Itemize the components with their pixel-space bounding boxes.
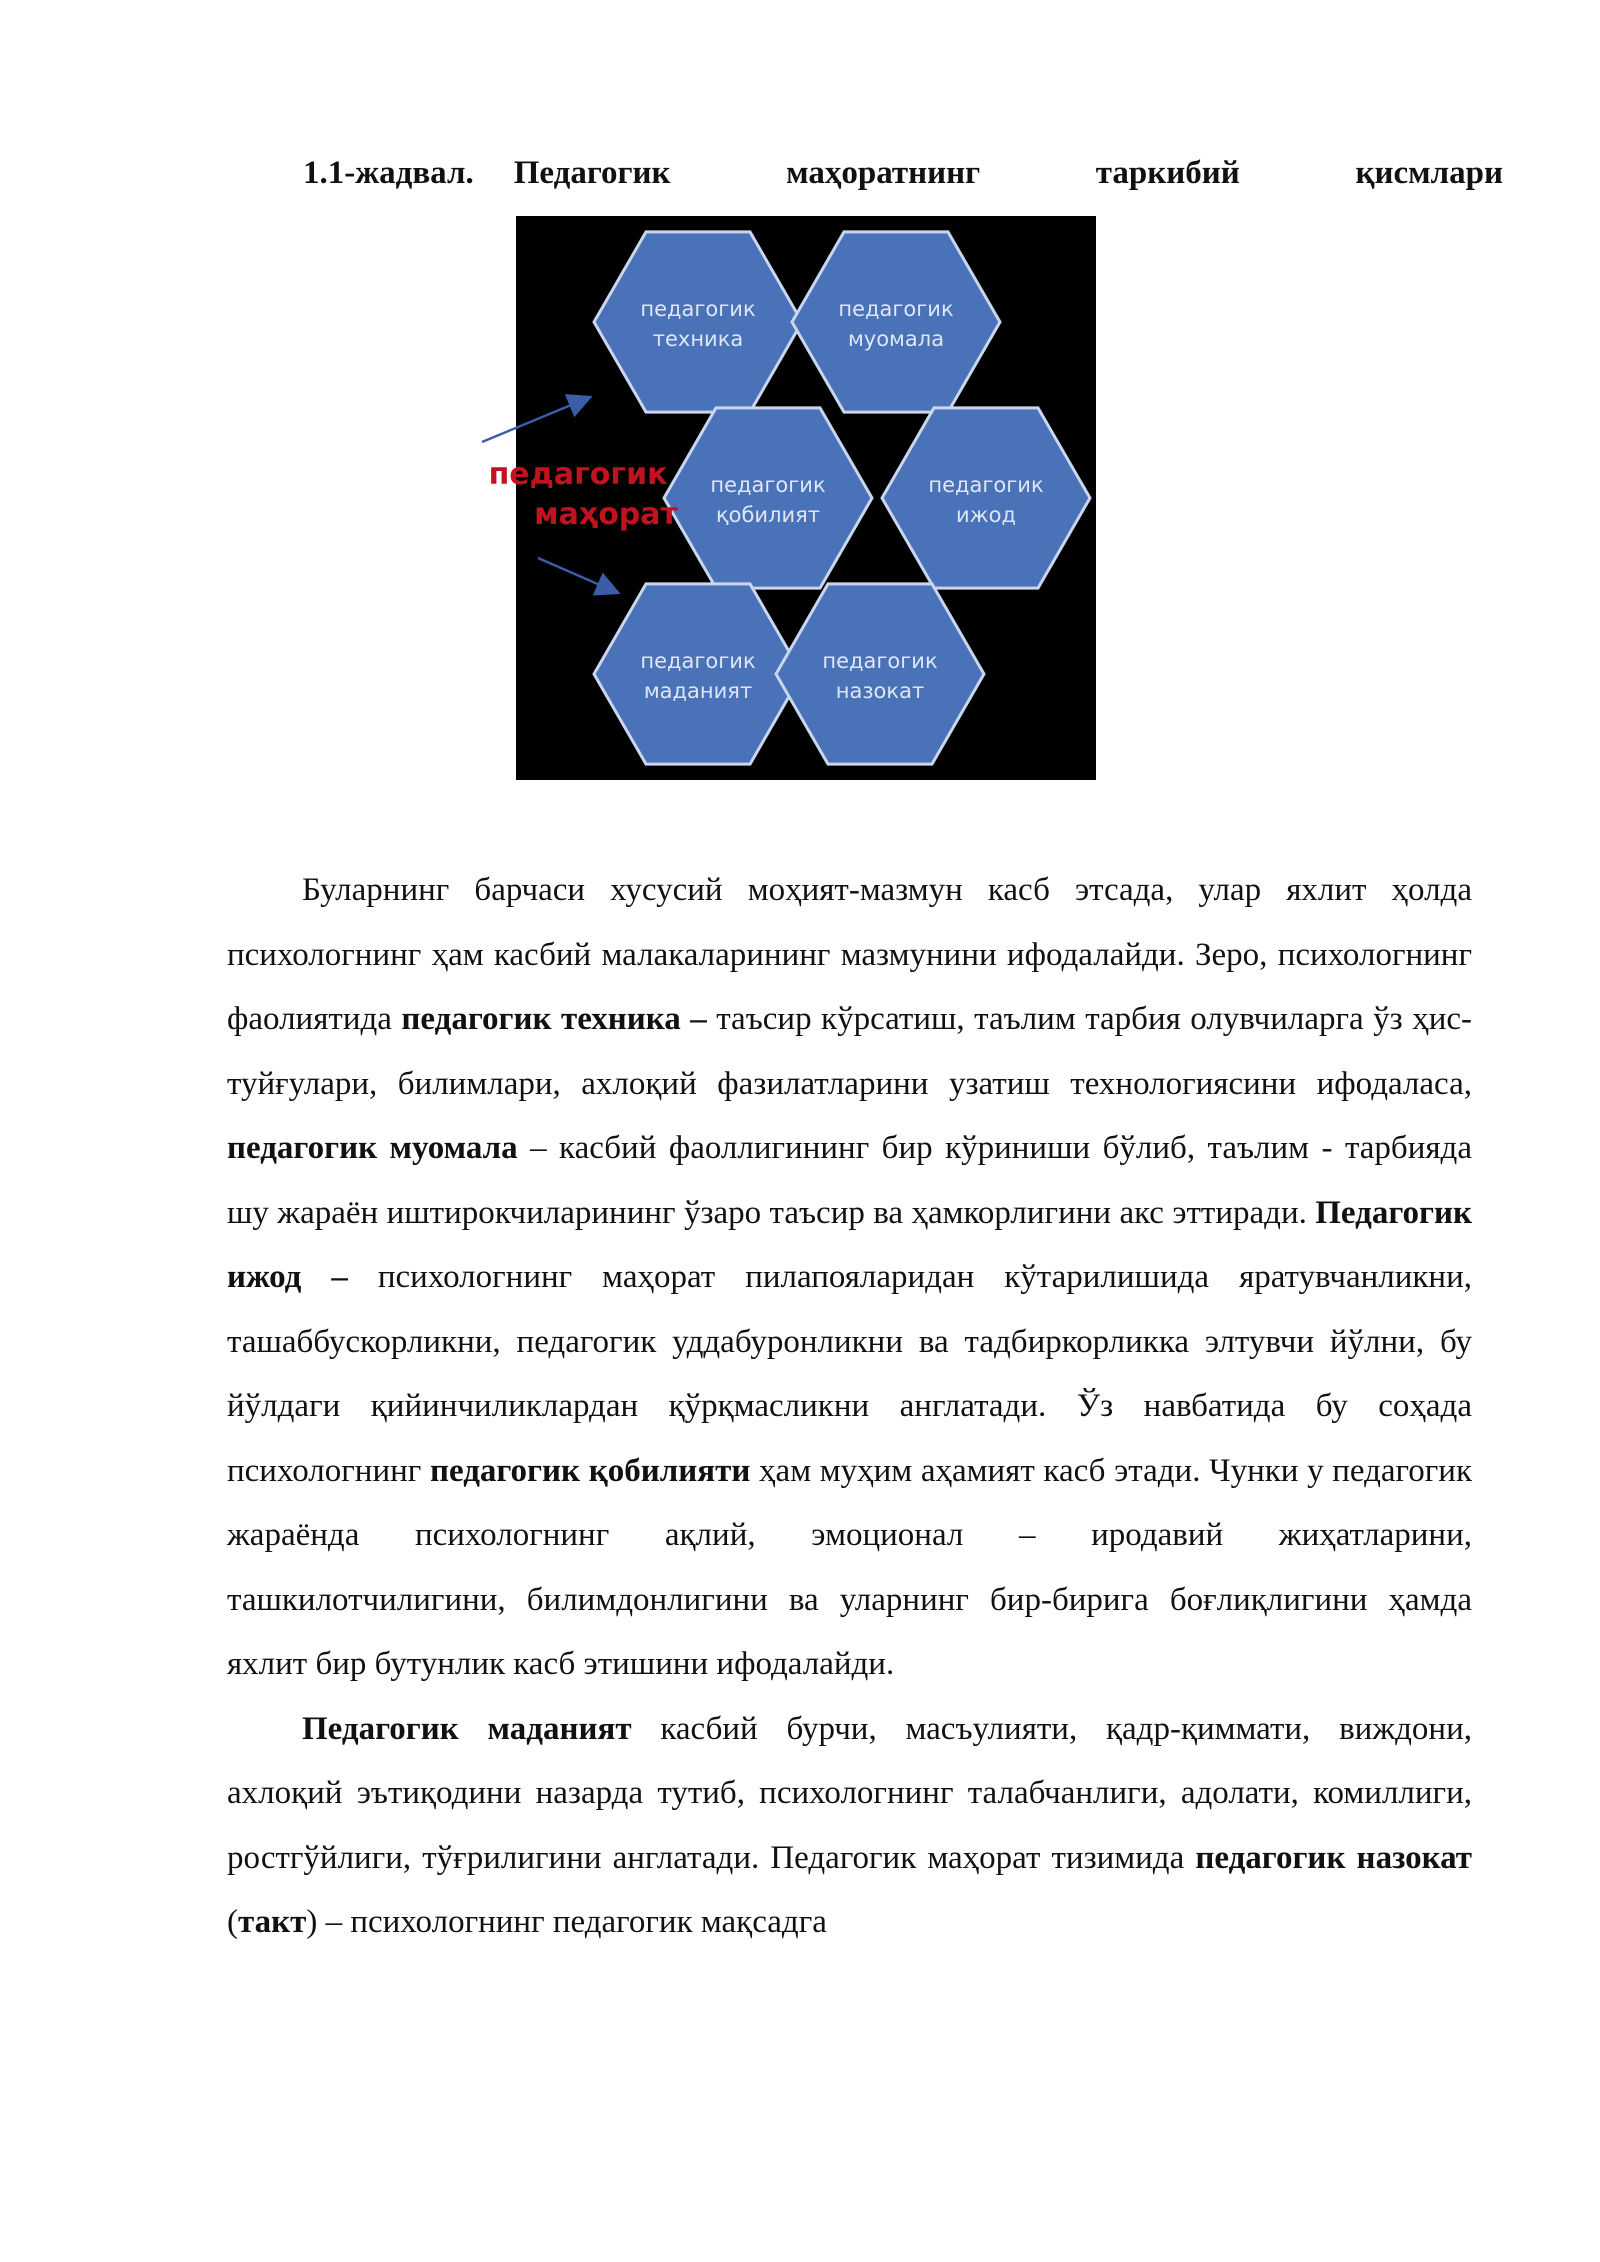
text-run: ҳам муҳим аҳамият касб этади. Чунки у педагогик жараёнда психологнинг ақлий, эмоционал – иродавий жиҳатларини, ташкилотчилигини, билимдонлигини ва уларнинг бир-бирига боғлиқлигини ҳамда яхлит бир бутунлик касб этишини ифодалайди.	[227, 1452, 1472, 1682]
hexagon-label: ижод	[956, 503, 1016, 527]
hexagon-label: педагогик	[838, 297, 954, 321]
term-pedagogical-communication: педагогик муомала	[227, 1130, 518, 1166]
text-run: психологнинг маҳорат пилапояларидан кўтарилишида яратувчанликни, ташаббускорликни, педагогик уддабуронликни ва тадбиркорликка элтувчи йўлни, бу йўлдаги қийинчиликлардан қўрқмасликни англатади. Ўз навбатида бу соҳада психологнинг	[227, 1259, 1472, 1489]
text-run: Буларнинг барчаси хусусий моҳият-мазмун касб этсада, улар яхлит ҳолда психологнинг ҳам касбий малакаларининг мазмунини ифодалайди. Зеро, психологнинг фаолиятида	[227, 872, 1472, 1037]
text-run: (	[227, 1904, 238, 1940]
caption-word: қисмлари	[1355, 154, 1503, 191]
hexagon-label: муомала	[847, 327, 945, 351]
term-pedagogical-creativity: Педагогик ижод –	[227, 1194, 1472, 1295]
term-pedagogical-tact: педагогик назокат	[1195, 1839, 1473, 1876]
hexagon-label: педагогик	[640, 649, 756, 673]
term-tact: такт	[238, 1904, 307, 1940]
paragraph-2	[227, 1697, 1472, 1955]
hexagon-label: техника	[652, 327, 744, 351]
hexagon-label: педагогик	[822, 649, 938, 673]
caption-number: 1.1-жадвал.	[303, 154, 474, 191]
hexagon-label: педагогик	[710, 473, 826, 497]
text-run: – касбий фаоллигининг бир кўриниши бўлиб, таълим - тарбияда шу жараён иштирокчиларининг ўзаро таъсир ва ҳамкорлигини акс эттиради.	[227, 1130, 1472, 1231]
center-label-line2: маҳорат	[534, 497, 678, 532]
center-label-line1: педагогик	[488, 457, 668, 492]
arrow-up	[482, 398, 588, 442]
hexagon-label: назокат	[835, 679, 925, 703]
term-pedagogical-ability: педагогик қобилияти	[429, 1452, 751, 1489]
table-caption	[303, 148, 1503, 198]
hexagon-label: педагогик	[640, 297, 756, 321]
term-pedagogical-technique: педагогик техника –	[401, 1001, 707, 1037]
text-run: ) – психологнинг педагогик мақсадга	[306, 1904, 827, 1940]
arrow-layer	[470, 380, 610, 780]
caption-word: таркибий	[1095, 154, 1240, 191]
hexagon-label: педагогик	[928, 473, 1044, 497]
text-run: касбий бурчи, масъулияти, қадр-қиммати, виждони, ахлоқий эътиқодини назарда тутиб, психологнинг талабчанлиги, адолати, комиллиги, ростгўйлиги, тўғрилигини англатади. Педагогик маҳорат тизимида	[227, 1710, 1472, 1876]
hexagon-label: маданият	[643, 679, 753, 703]
body-text	[227, 858, 1472, 1955]
text-run: таъсир кўрсатиш, таълим тарбия олувчиларга ўз ҳис-туйғулари, билимлари, ахлоқий фазилатларини узатиш технологиясини ифодаласа,	[227, 1001, 1472, 1102]
arrow-down	[538, 558, 616, 592]
term-pedagogical-culture: Педагогик маданият	[302, 1710, 632, 1747]
hexagon-label: қобилият	[715, 503, 821, 527]
caption-word: Педагогик	[513, 154, 671, 191]
paragraph-1	[227, 858, 1472, 1697]
caption-word: маҳоратнинг	[786, 154, 981, 191]
